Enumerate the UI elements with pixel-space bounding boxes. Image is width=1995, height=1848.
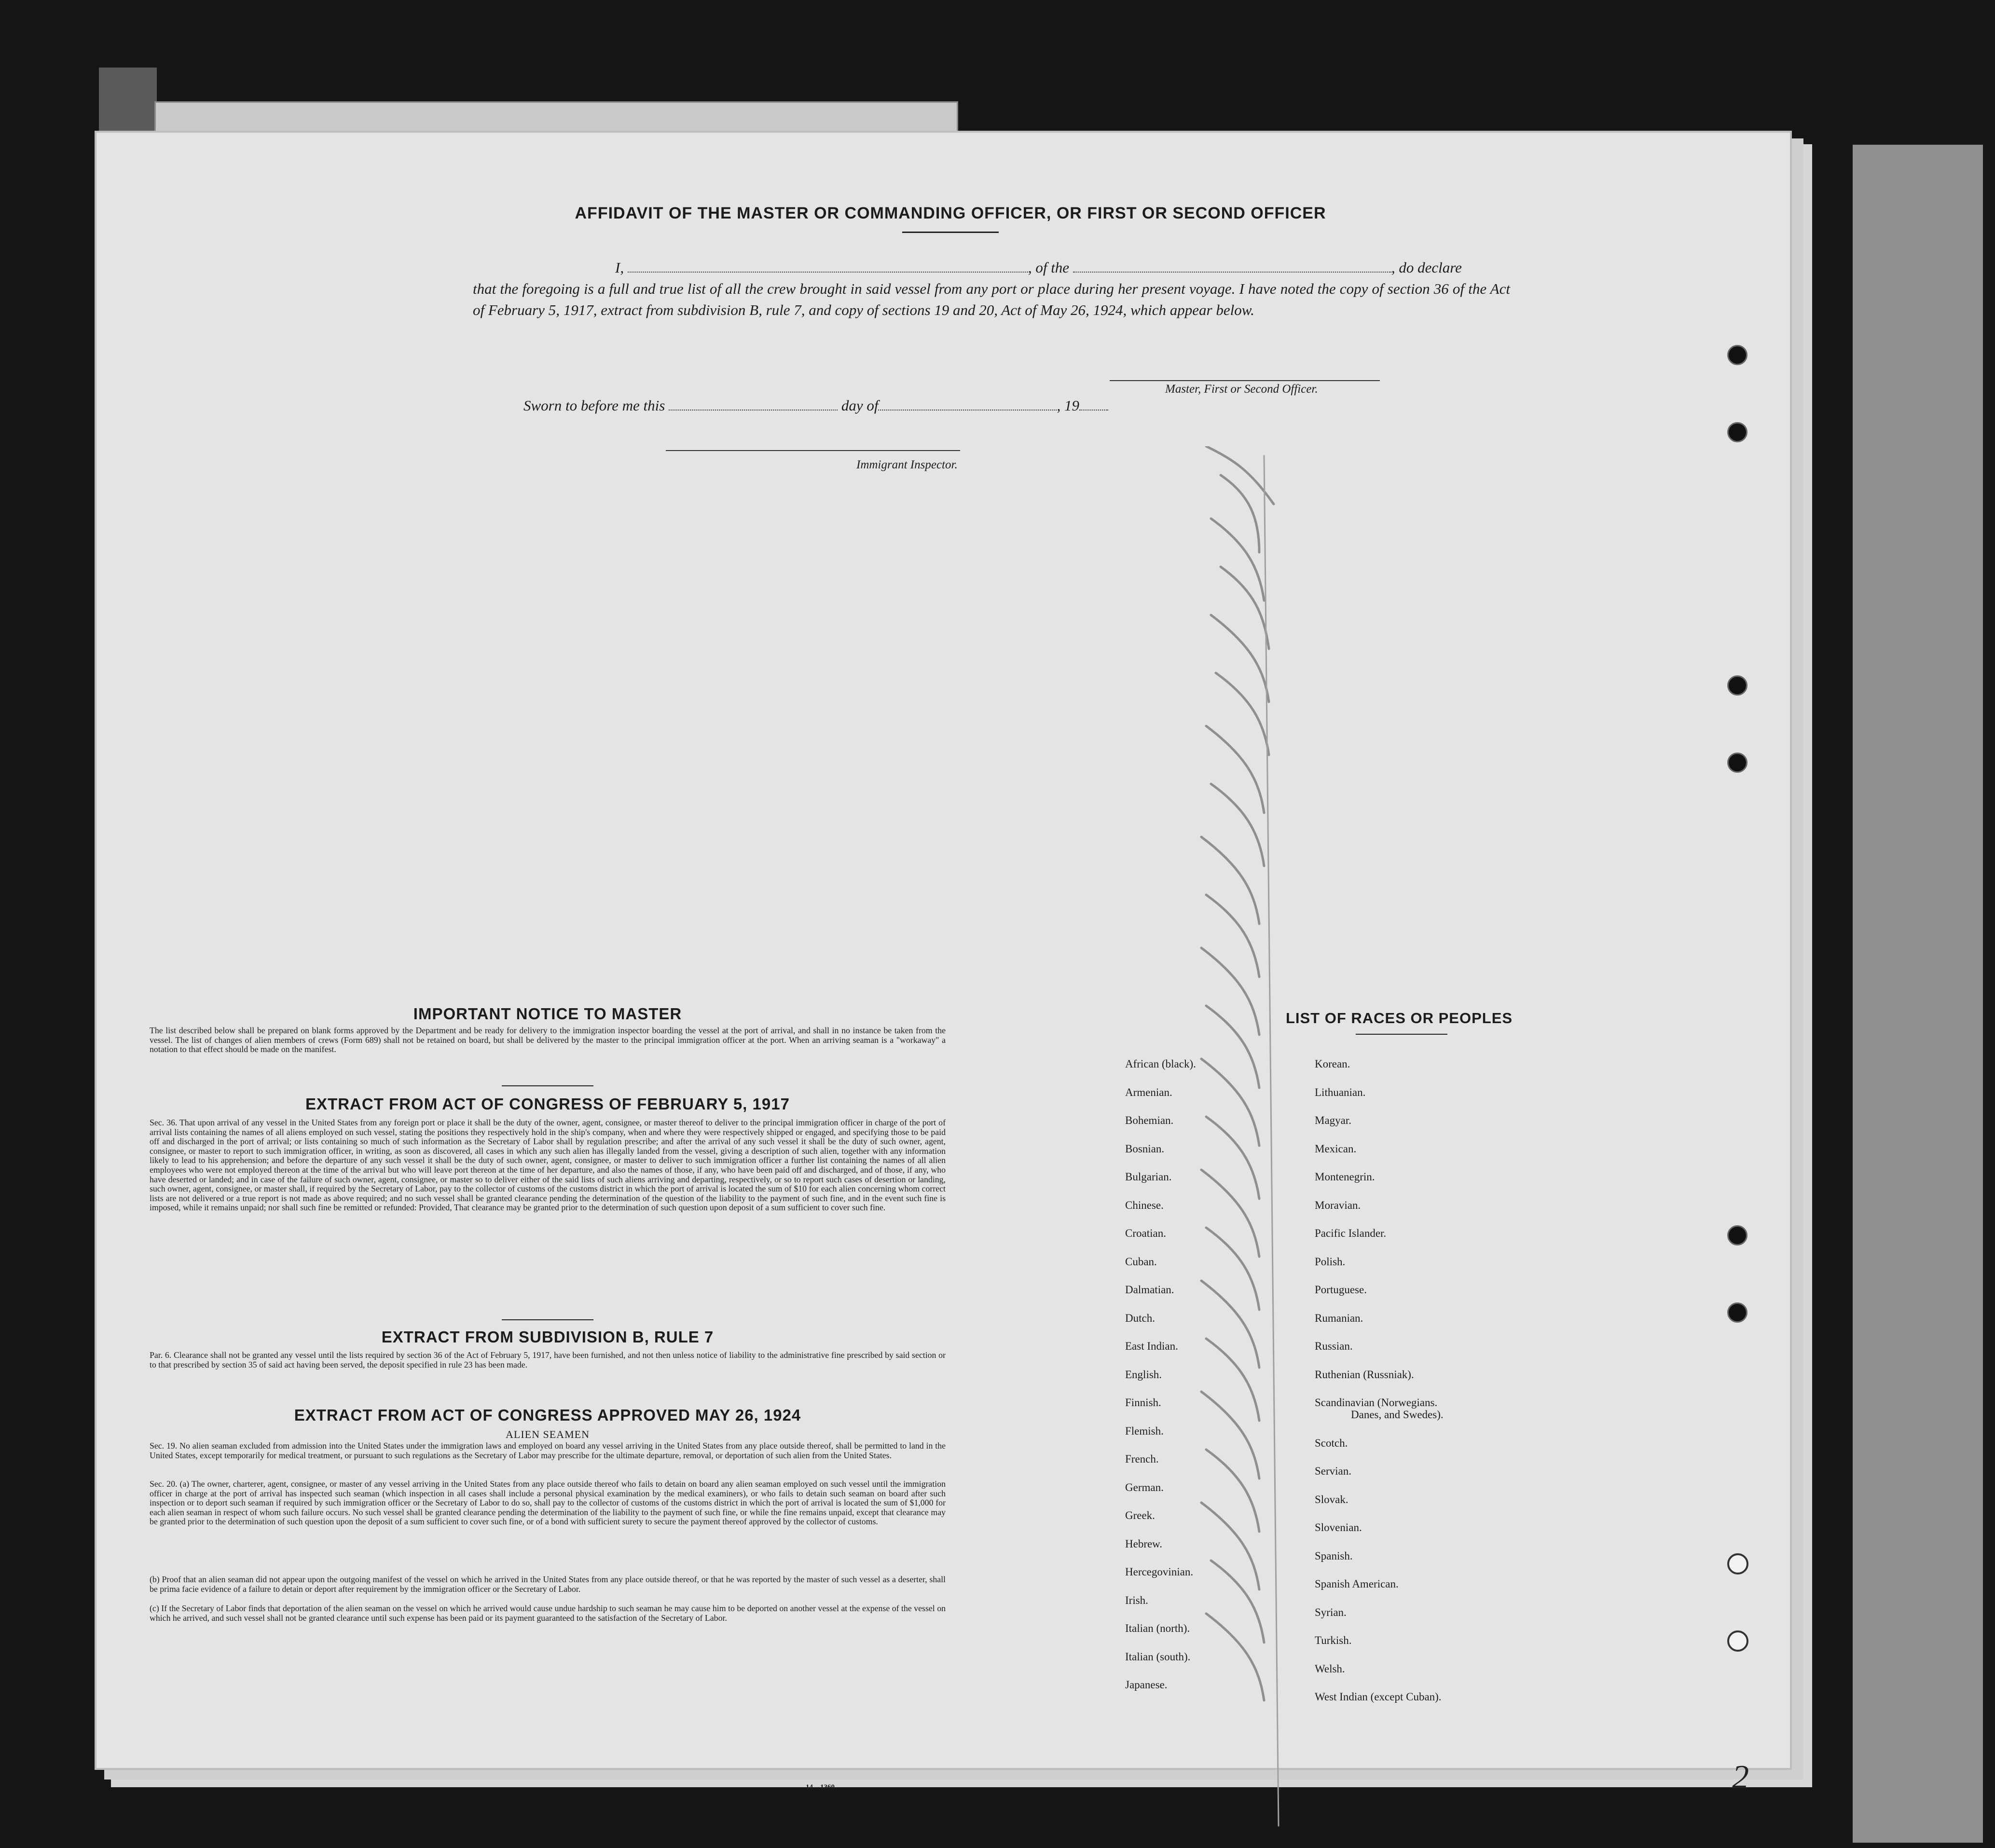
race-entry: Spanish.	[1315, 1549, 1353, 1562]
race-entry: Japanese.	[1125, 1679, 1168, 1691]
section-19-text: Sec. 19. No alien seaman excluded from admission into the United States under the immigration laws and employed on board any vessel arriving in the United States from any place outside thereof, shall be permitted to land in the United States, except temporarily for medical treatment, or pursuant to such regulations as the Secretary of Labor may prescribe for the ultimate departure, removal, or deportation of such alien from the United States.	[150, 1441, 946, 1460]
extract-1924-title: EXTRACT FROM ACT OF CONGRESS APPROVED MAY 26, 1924	[294, 1406, 801, 1424]
race-entry: Italian (south).	[1125, 1650, 1191, 1663]
race-entry: Croatian.	[1125, 1227, 1166, 1239]
binder-hole	[1727, 345, 1747, 365]
race-entry: Spanish American.	[1315, 1578, 1399, 1590]
race-entry: Chinese.	[1125, 1199, 1164, 1211]
race-entry: East Indian.	[1125, 1340, 1178, 1352]
declaration-first-line	[473, 257, 1510, 278]
race-entry: Finnish.	[1125, 1396, 1161, 1409]
race-entry: Mexican.	[1315, 1142, 1357, 1155]
race-entry: Turkish.	[1315, 1634, 1352, 1646]
handwritten-page-number: 2	[1732, 1759, 1749, 1796]
adjacent-sheet-edge	[1853, 145, 1983, 1843]
race-entry: Scotch.	[1315, 1437, 1348, 1449]
race-entry: Flemish.	[1125, 1424, 1164, 1437]
notice-rule	[502, 1085, 593, 1086]
binder-hole	[1727, 1302, 1747, 1323]
section-20a-text: Sec. 20. (a) The owner, charterer, agent, consignee, or master of any vessel arriving in the United States from any place outside thereof who fails to detain on board any alien seaman employed on such vessel until the immigration officer in charge at the port of arrival has inspected such seaman (which inspection in all cases shall include a personal physical examination by the medical examiners), or who fails to detain such seaman on board after such inspection or to deport such seaman if required by such immigration officer or the Secretary of Labor to do so, shall pay to the collector of customs of the customs district in which the port of arrival is located the sum of $1,000 for each alien seaman in respect of whom such failure occurs. No such vessel shall be granted clearance pending the determination of the liability to the payment of such fine, or while the fine remains unpaid, except that clearance may be granted prior to the determination of such question upon the deposit of a sum sufficient to cover such fine, or of a bond with sufficient surety to secure the payment thereof approved by the collector of customs.	[150, 1479, 946, 1527]
declaration-paragraph	[473, 257, 1510, 321]
form-number: 14—1360	[806, 1783, 835, 1791]
affidavit-title: AFFIDAVIT OF THE MASTER OR COMMANDING OFFICER, OR FIRST OR SECOND OFFICER	[575, 204, 1326, 222]
binder-hole	[1727, 753, 1747, 773]
extract-1917-body: Sec. 36. That upon arrival of any vessel in the United States from any foreign port or place it shall be the duty of the owner, agent, consignee, or master thereof to deliver to the principal immigration officer in charge of the port of arrival lists containing the names of all aliens employed on such vessel, stating the positions they respectively hold in the ship's company, when and where they were respectively shipped or engaged, and specifying those to be paid off and discharged in the port of arrival; or lists containing so much of such information as the Secretary of Labor shall by regulation prescribe; and after the arrival of any such vessel it shall be the duty of such owner, agent, consignee, or master to report to such immigration officer, in writing, as soon as discovered, all cases in which any such alien has illegally landed from the vessel, giving a description of such alien, together with any information likely to lead to his apprehension; and before the departure of any such vessel it shall be the duty of such owner, agent, consignee, or master to deliver to such immigration officer a further list containing the names of all alien employees who were not employed thereon at the time of the arrival but who will leave port thereon at the time of her departure, and also the names of those, if any, who have been paid off and discharged, and of those, if any, who have deserted or landed; and in case of the failure of such owner, agent, consignee, or master so to deliver either of the said lists of such aliens arriving and departing, respectively, or so to report such cases of desertion or landing, such owner, agent, consignee, or master shall, if required by the Secretary of Labor, pay to the collector of customs of the customs district in which the port of arrival is located the sum of $10 for each alien concerning whom correct lists are not delivered or a true report is not made as above required; and no such vessel shall be granted clearance pending the determination of the question of the liability to the payment of such fine, and in the event such fine is imposed, while it remains unpaid; nor shall such fine be remitted or refunded: Provided, That clearance may be granted prior to the determination of such question upon deposit of a sum sufficient to cover such fine.	[150, 1118, 946, 1213]
day-of-label: day of	[841, 397, 879, 414]
section-20c-text: (c) If the Secretary of Labor finds that deportation of the alien seaman on the vessel on which he arrived would cause undue hardship to such seaman he may cause him to be deported on another vessel at the expense of the vessel on which he arrived, and such vessel shall not be granted clearance until such expense has been paid or its payment guaranteed to the satisfaction of the Secretary of Labor.	[150, 1603, 946, 1623]
race-entry: Polish.	[1315, 1255, 1346, 1268]
declaration-i-label: I,	[615, 259, 624, 276]
inspector-signature-line[interactable]	[666, 450, 960, 451]
race-entry: Ruthenian (Russniak).	[1315, 1368, 1414, 1381]
affidavit-page	[96, 133, 1790, 1796]
race-entry: Bohemian.	[1125, 1114, 1174, 1126]
race-entry: Greek.	[1125, 1509, 1155, 1521]
binder-hole	[1727, 1225, 1747, 1246]
inspector-signature-caption: Immigrant Inspector.	[856, 458, 958, 471]
race-entry: Moravian.	[1315, 1199, 1361, 1211]
races-title-rule	[1356, 1034, 1447, 1035]
race-entry: Dutch.	[1125, 1312, 1155, 1324]
race-entry: Scandinavian (Norwegians.	[1315, 1396, 1438, 1409]
race-entry: Slovak.	[1315, 1493, 1348, 1506]
race-entry: Korean.	[1315, 1058, 1350, 1070]
extract-rule7-title: EXTRACT FROM SUBDIVISION B, RULE 7	[381, 1328, 714, 1346]
race-entry: Russian.	[1315, 1340, 1353, 1352]
race-entry: Montenegrin.	[1315, 1171, 1375, 1183]
race-entry: West Indian (except Cuban).	[1315, 1691, 1442, 1703]
race-entry: Servian.	[1315, 1465, 1352, 1477]
sworn-year-field[interactable]	[1079, 397, 1108, 411]
extract-1917-rule	[502, 1319, 593, 1320]
binder-hole	[1727, 1553, 1748, 1574]
extract-rule7-body: Par. 6. Clearance shall not be granted any vessel until the lists required by section 36 of the Act of February 5, 1917, have been furnished, and not then unless notice of liability to the administrative fine prescribed by said section or to that prescribed by section 35 of said act having been served, the deposit specified in rule 23 has been made.	[150, 1350, 946, 1369]
title-rule	[902, 232, 999, 233]
sworn-day-field[interactable]	[669, 397, 838, 411]
important-notice-title: IMPORTANT NOTICE TO MASTER	[413, 1005, 682, 1023]
master-signature-line[interactable]	[1110, 380, 1380, 381]
race-entry: Rumanian.	[1315, 1312, 1363, 1324]
declaration-do-declare-label: , do declare	[1391, 259, 1462, 276]
race-entry: Cuban.	[1125, 1255, 1157, 1268]
declaration-body: that the foregoing is a full and true list of all the crew brought in said vessel from any port or place during her present voyage. I have noted the copy of section 36 of the Act of February 5, 1917, extract from subdivision B, rule 7, and copy of sections 19 and 20, Act of May 26, 1924, which appear below.	[473, 280, 1510, 318]
race-entry: Portuguese.	[1315, 1284, 1367, 1296]
race-entry: Pacific Islander.	[1315, 1227, 1387, 1239]
race-entry: Welsh.	[1315, 1662, 1345, 1675]
binder-hole	[1727, 675, 1747, 696]
race-entry: Armenian.	[1125, 1086, 1172, 1098]
important-notice-body: The list described below shall be prepared on blank forms approved by the Department and be ready for delivery to the immigration inspector boarding the vessel at the port of arrival, and shall in no instance be taken from the vessel. The list of changes of alien members of crews (Form 689) shall not be retained on board, but shall be delivered by the master to the principal immigration officer at the port. When an arriving seaman is a "workaway" a notation to that effect should be made on the manifest.	[150, 1026, 946, 1054]
declaration-of-the-label: , of the	[1028, 259, 1070, 276]
race-entry: Irish.	[1125, 1594, 1148, 1606]
alien-seamen-subtitle: ALIEN SEAMEN	[506, 1428, 590, 1440]
sworn-statement	[523, 397, 1108, 414]
race-entry: Bosnian.	[1125, 1142, 1165, 1155]
sworn-label: Sworn to before me this	[523, 397, 665, 414]
race-entry: Hebrew.	[1125, 1537, 1163, 1550]
tick-mark-column	[1201, 446, 1279, 1826]
binder-hole	[1727, 422, 1747, 442]
year-prefix-label: , 19	[1057, 397, 1079, 414]
race-entry: Bulgarian.	[1125, 1171, 1172, 1183]
race-entry: Lithuanian.	[1315, 1086, 1366, 1098]
race-entry: German.	[1125, 1481, 1164, 1493]
master-signature-caption: Master, First or Second Officer.	[1165, 383, 1318, 396]
section-20b-text: (b) Proof that an alien seaman did not appear upon the outgoing manifest of the vessel on which he arrived in the United States from any place outside thereof, or that he was reported by the master of such vessel as a deserter, shall be prima facie evidence of a failure to detain or deport after requirement by the immigration officer or the Secretary of Labor.	[150, 1574, 946, 1594]
race-entry: African (black).	[1125, 1058, 1196, 1070]
race-entry: Danes, and Swedes).	[1351, 1409, 1444, 1421]
binder-hole	[1727, 1630, 1748, 1652]
races-list-title: LIST OF RACES OR PEOPLES	[1285, 1010, 1513, 1027]
pencil-tick-marks	[1177, 446, 1428, 1831]
race-entry: Syrian.	[1315, 1606, 1347, 1618]
race-entry: Slovenian.	[1315, 1521, 1362, 1533]
race-entry: Italian (north).	[1125, 1622, 1190, 1634]
race-entry: French.	[1125, 1453, 1159, 1465]
vessel-name-field[interactable]	[1073, 259, 1391, 273]
race-entry: Hercegovinian.	[1125, 1566, 1194, 1578]
sworn-month-field[interactable]	[878, 397, 1057, 411]
extract-1917-title: EXTRACT FROM ACT OF CONGRESS OF FEBRUARY 5, 1917	[305, 1095, 790, 1113]
race-entry: English.	[1125, 1368, 1162, 1381]
officer-name-field[interactable]	[628, 259, 1028, 273]
race-entry: Dalmatian.	[1125, 1284, 1174, 1296]
race-entry: Magyar.	[1315, 1114, 1352, 1126]
